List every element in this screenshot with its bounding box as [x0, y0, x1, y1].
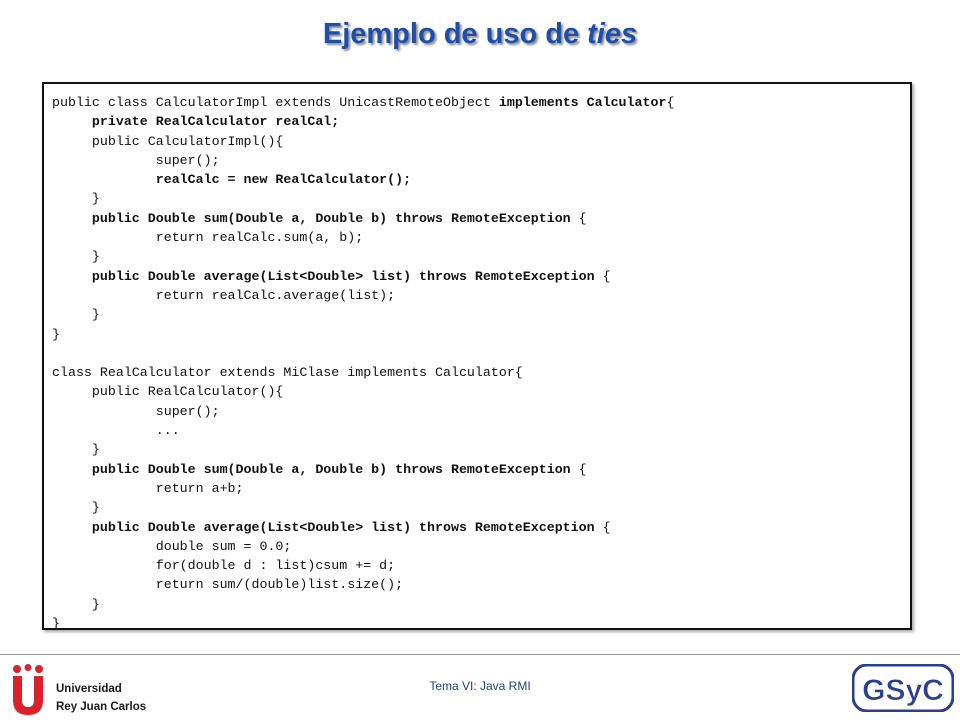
slide-title-main: Ejemplo de uso de [322, 18, 588, 50]
code-segment: public Double sum(Double a, Double b) throws RemoteException [52, 210, 579, 226]
code-segment: public class CalculatorImpl extends UnicastRemoteObject [52, 95, 499, 110]
code-segment: double sum = 0.0; [52, 538, 292, 554]
code-line [52, 556, 910, 575]
code-box [42, 82, 912, 630]
code-line [52, 132, 910, 151]
university-line-1: Universidad [56, 683, 122, 695]
code-segment: { [666, 95, 675, 110]
code-segment: for(double d : list)csum += d; [52, 558, 396, 574]
code-line [52, 344, 910, 363]
code-line [52, 93, 910, 112]
code-segment: return sum/(double)list.size(); [52, 577, 404, 593]
code-line [52, 402, 910, 421]
code-line [52, 382, 910, 401]
code-segment: return realCalc.sum(a, b); [52, 230, 364, 246]
code-segment: public Double sum(Double a, Double b) throws RemoteException [52, 461, 579, 477]
code-segment: public CalculatorImpl(){ [52, 133, 284, 149]
code-segment: ... [52, 423, 180, 439]
code-line [52, 363, 910, 382]
code-segment: public RealCalculator(){ [52, 384, 284, 400]
code-line [52, 209, 910, 228]
slide-title [0, 18, 960, 51]
code-line [52, 479, 910, 498]
code-line [52, 247, 910, 266]
code-line [52, 286, 910, 305]
gsyc-logo [852, 664, 954, 712]
code-segment: } [52, 249, 100, 265]
code-segment: implements Calculator [498, 95, 667, 110]
code-line [52, 151, 910, 170]
footer-topic: Tema VI: Java RMI [429, 679, 531, 693]
code-segment: private RealCalculator realCal; [52, 114, 340, 130]
code-segment: } [52, 596, 100, 612]
code-line [52, 595, 910, 614]
code-line [52, 421, 910, 440]
code-segment: super(); [52, 403, 220, 419]
code-line [52, 440, 910, 459]
code-line [52, 460, 910, 479]
gsyc-logo-text: GSyC [862, 674, 944, 707]
code-segment: realCalc = new RealCalculator(); [52, 172, 412, 188]
code-line [52, 614, 910, 633]
footer-divider [0, 654, 960, 655]
code-segment: } [52, 616, 60, 632]
code-segment: } [52, 442, 100, 458]
code-segment: public Double average(List<Double> list) throws RemoteException [52, 519, 603, 535]
slide-title-emphasis: ties [587, 18, 638, 50]
code-line [52, 537, 910, 556]
code-line [52, 498, 910, 517]
code-line [52, 112, 910, 131]
code-segment: { [578, 210, 587, 226]
code-segment: { [578, 461, 587, 477]
code-segment: } [52, 307, 100, 323]
code-line [52, 228, 910, 247]
code-line [52, 170, 910, 189]
code-segment: return realCalc.average(list); [52, 287, 396, 303]
university-line-2: Rey Juan Carlos [56, 701, 147, 713]
code-segment: class RealCalculator extends MiClase implements Calculator{ [52, 365, 523, 381]
code-segment: } [52, 326, 60, 342]
code-segment: } [52, 500, 100, 516]
code-segment: super(); [52, 152, 220, 168]
code-segment: { [602, 519, 611, 535]
code-segment: return a+b; [52, 480, 244, 496]
code-line [52, 189, 910, 208]
code-line [52, 325, 910, 344]
code-segment: { [602, 268, 611, 284]
code-line [52, 518, 910, 537]
code-line [52, 575, 910, 594]
code-segment: public Double average(List<Double> list) throws RemoteException [52, 268, 603, 284]
code-line [52, 305, 910, 324]
code-segment: } [52, 191, 100, 207]
code-line [52, 267, 910, 286]
